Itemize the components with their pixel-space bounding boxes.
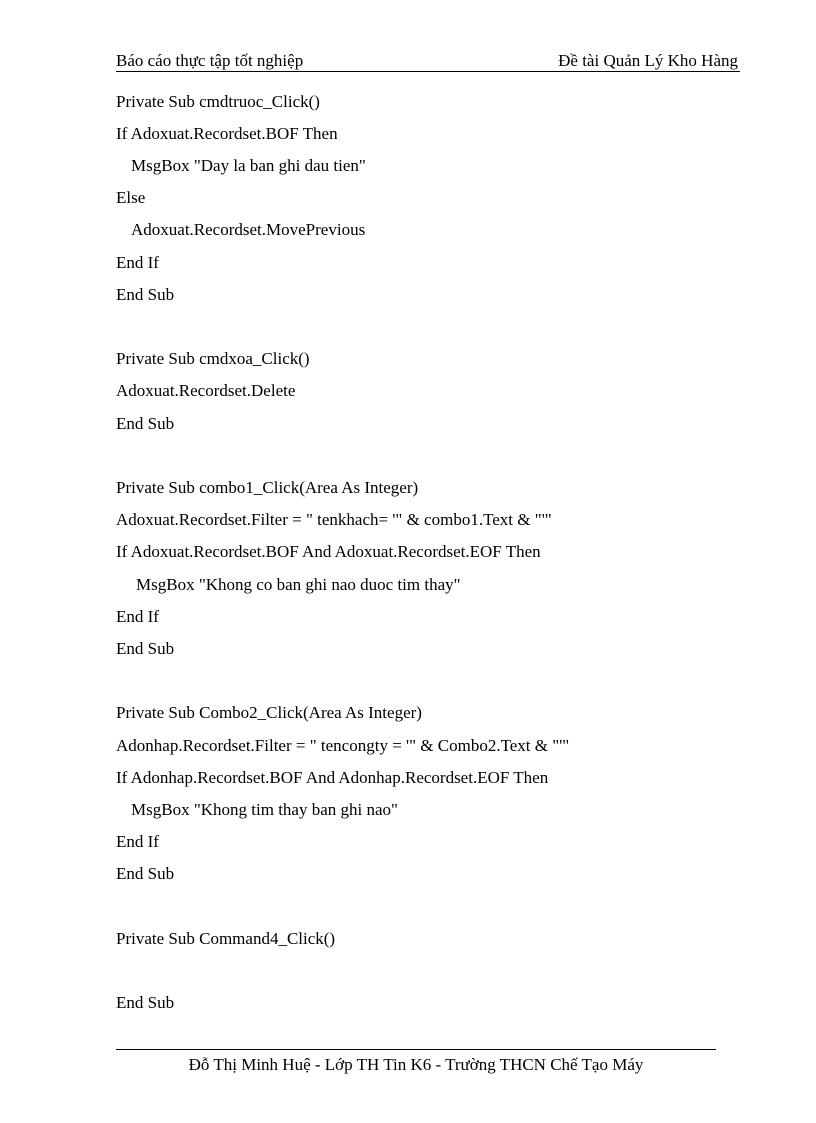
code-line: Adonhap.Recordset.Filter = " tencongty = '" & Combo2.Text & "'" <box>116 736 570 755</box>
code-line: If Adonhap.Recordset.BOF And Adonhap.Recordset.EOF Then <box>116 768 549 787</box>
page-header <box>116 49 740 72</box>
code-line: End Sub <box>116 639 175 658</box>
code-line: If Adoxuat.Recordset.BOF Then <box>116 124 338 143</box>
header-topic-title: Đề tài Quản Lý Kho Hàng <box>558 51 738 70</box>
code-line: If Adoxuat.Recordset.BOF And Adoxuat.Recordset.EOF Then <box>116 542 541 561</box>
code-line: End If <box>116 832 159 851</box>
code-line: End Sub <box>116 285 175 304</box>
footer-divider <box>116 1049 716 1050</box>
code-line: Private Sub Command4_Click() <box>116 929 336 948</box>
code-line: Private Sub Combo2_Click(Area As Integer) <box>116 703 422 722</box>
code-line: Adoxuat.Recordset.Delete <box>116 381 296 400</box>
code-line: End If <box>116 607 159 626</box>
code-line: Private Sub cmdxoa_Click() <box>116 349 310 368</box>
code-line: End Sub <box>116 864 175 883</box>
header-report-title: Báo cáo thực tập tốt nghiệp <box>116 51 304 70</box>
code-line: End Sub <box>116 993 175 1012</box>
code-line: Private Sub cmdtruoc_Click() <box>116 92 320 111</box>
code-line: Else <box>116 188 146 207</box>
code-line: MsgBox "Day la ban ghi dau tien" <box>131 156 366 175</box>
code-line: End If <box>116 253 159 272</box>
code-line: MsgBox "Khong co ban ghi nao duoc tim thay" <box>136 575 461 594</box>
page-footer: Đỗ Thị Minh Huệ - Lớp TH Tin K6 - Trường THCN Chế Tạo Máy <box>188 1055 644 1074</box>
code-line: Adoxuat.Recordset.Filter = " tenkhach= '" & combo1.Text & "'" <box>116 510 552 529</box>
code-line: Private Sub combo1_Click(Area As Integer) <box>116 478 419 497</box>
code-line: Adoxuat.Recordset.MovePrevious <box>131 220 366 239</box>
code-line: End Sub <box>116 414 175 433</box>
code-line: MsgBox "Khong tim thay ban ghi nao" <box>131 800 398 819</box>
